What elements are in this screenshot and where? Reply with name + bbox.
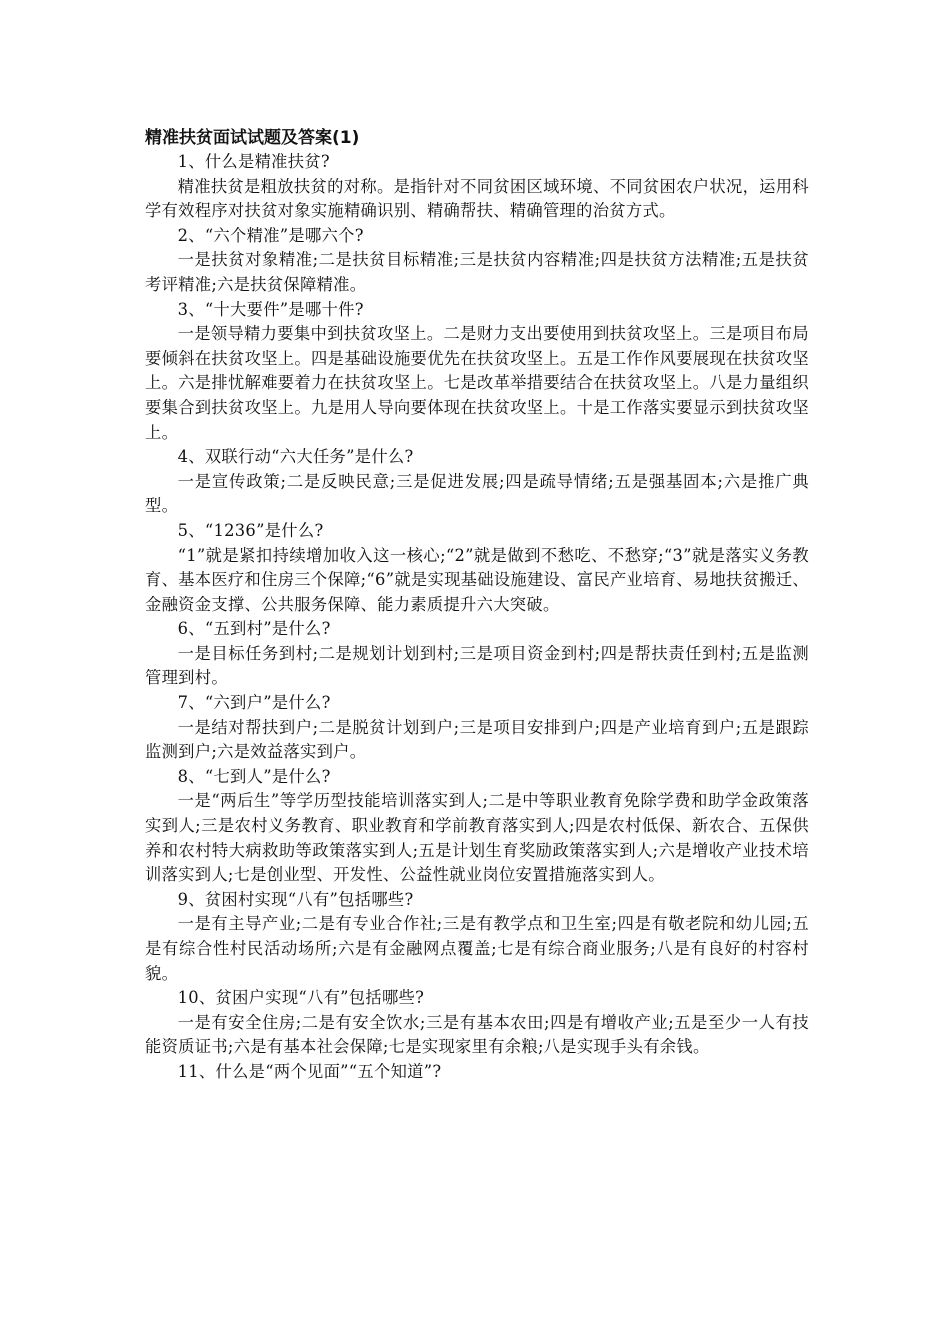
question: 11、什么是“两个见面”“五个知道”? — [177, 1061, 442, 1081]
answer: 一是宣传政策;二是反映民意;三是促进发展;四是疏导情绪;五是强基固本;六是推广典型。 — [145, 471, 809, 516]
qa-item — [145, 986, 809, 1060]
question: 10、贫困户实现“八有”包括哪些? — [177, 988, 425, 1008]
answer: 一是“两后生”等学历型技能培训落实到人;二是中等职业教育免除学费和助学金政策落实到人;三是农村义务教育、职业教育和学前教育落实到人;四是农村低保、新农合、五保供养和农村特大病救助等政策落实到人;五是计划生育奖励政策落实到人;六是增收产业技术培训落实到人;七是创业型、开发性、公益性就业岗位安置措施落实到人。 — [145, 791, 809, 885]
qa-item — [145, 445, 809, 519]
question: 3、“十大要件”是哪十件? — [177, 299, 364, 319]
question: 5、“1236”是什么? — [177, 520, 324, 540]
question: 9、贫困村实现“八有”包括哪些? — [177, 889, 414, 909]
question: 2、“六个精准”是哪六个? — [177, 225, 364, 245]
qa-item — [145, 150, 809, 224]
qa-item — [145, 617, 809, 691]
qa-item — [145, 691, 809, 765]
qa-item — [145, 888, 809, 986]
question: 7、“六到户”是什么? — [177, 693, 331, 713]
question: 8、“七到人”是什么? — [177, 766, 331, 786]
answer: 精准扶贫是粗放扶贫的对称。是指针对不同贫困区域环境、不同贫困农户状况，运用科学有效程序对扶贫对象实施精确识别、精确帮扶、精确管理的治贫方式。 — [145, 176, 809, 221]
answer: 一是目标任务到村;二是规划计划到村;三是项目资金到村;四是帮扶责任到村;五是监测管理到村。 — [145, 643, 809, 688]
qa-item — [145, 298, 809, 446]
question: 1、什么是精准扶贫? — [177, 152, 330, 171]
answer: 一是有主导产业;二是有专业合作社;三是有教学点和卫生室;四是有敬老院和幼儿园;五是有综合性村民活动场所;六是有金融网点覆盖;七是有综合商业服务;八是有良好的村容村貌。 — [145, 914, 809, 983]
answer: 一是扶贫对象精准;二是扶贫目标精准;三是扶贫内容精准;四是扶贫方法精准;五是扶贫考评精准;六是扶贫保障精准。 — [145, 250, 809, 294]
qa-list — [145, 150, 809, 1085]
question: 6、“五到村”是什么? — [177, 619, 331, 639]
answer: 一是领导精力要集中到扶贫攻坚上。二是财力支出要使用到扶贫攻坚上。三是项目布局要倾斜在扶贫攻坚上。四是基础设施要优先在扶贫攻坚上。五是工作作风要展现在扶贫攻坚上。六是排忧解难要着力在扶贫攻坚上。七是改革举措要结合在扶贫攻坚上。八是力量组织要集合到扶贫攻坚上。九是用人导向要体现在扶贫攻坚上。十是工作落实要显示到扶贫攻坚上。 — [145, 324, 809, 442]
answer: 一是有安全住房;二是有安全饮水;三是有基本农田;四是有增收产业;五是至少一人有技能资质证书;六是有基本社会保障;七是实现家里有余粮;八是实现手头有余钱。 — [145, 1012, 809, 1057]
question: 4、双联行动“六大任务”是什么? — [177, 447, 414, 467]
answer: 一是结对帮扶到户;二是脱贫计划到户;三是项目安排到户;四是产业培育到户;五是跟踪监测到户;六是效益落实到户。 — [145, 717, 809, 762]
qa-item — [145, 1060, 809, 1085]
qa-item — [145, 765, 809, 888]
document-title: 精准扶贫面试试题及答案(1) — [145, 128, 360, 148]
qa-item — [145, 224, 809, 298]
qa-item — [145, 519, 809, 617]
answer: “1”就是紧扣持续增加收入这一核心;“2”就是做到不愁吃、不愁穿;“3”就是落实义务教育、基本医疗和住房三个保障;“6”就是实现基础设施建设、富民产业培育、易地扶贫搬迁、金融资金支撑、公共服务保障、能力素质提升六大突破。 — [145, 545, 809, 614]
document-page — [145, 126, 809, 1085]
